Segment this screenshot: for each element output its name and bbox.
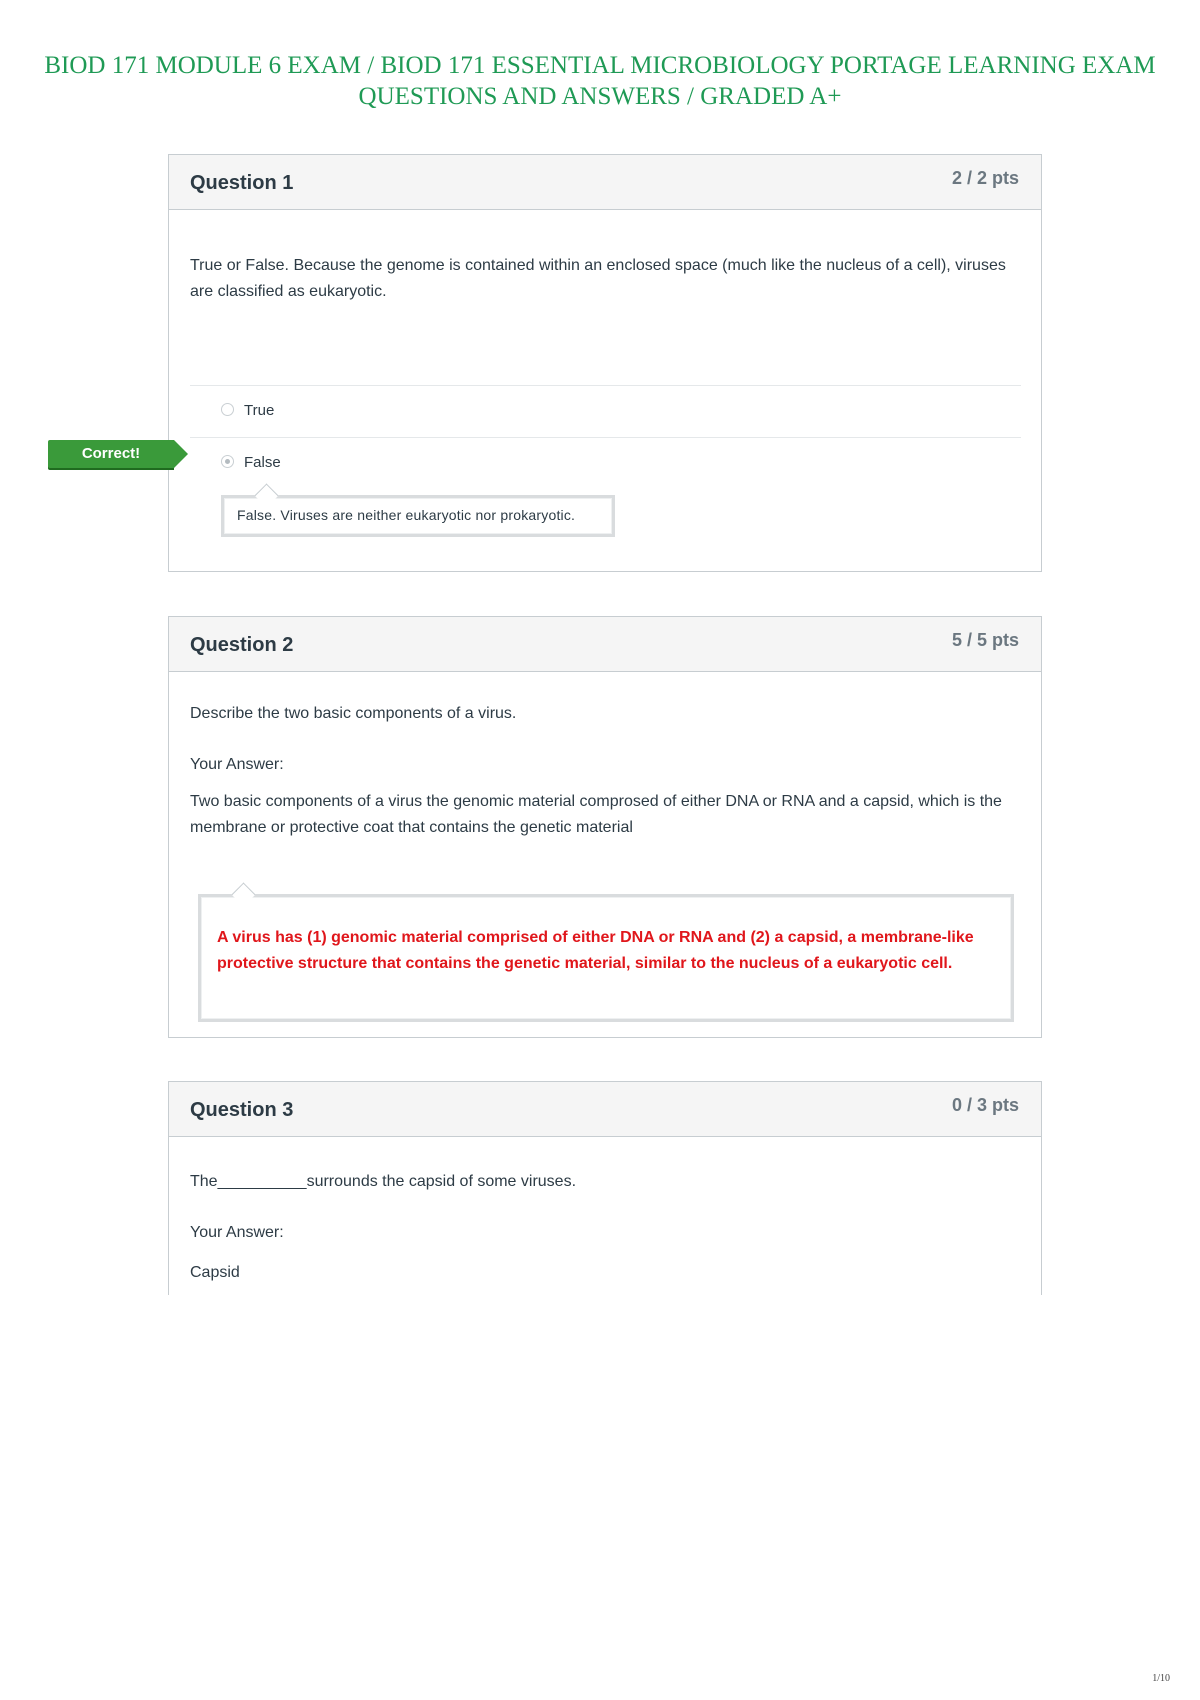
question-2-your-answer-label: Your Answer: — [190, 756, 284, 773]
question-2-header — [169, 617, 1041, 672]
question-1-text: True or False. Because the genome is contained within an enclosed space (much like the nucleus of a cell), viruses are classified as eukaryotic. — [190, 257, 1006, 300]
question-3-blank: __________ — [217, 1173, 307, 1190]
answer-label-false: False — [244, 454, 281, 471]
question-3-text-after: surrounds the capsid of some viruses. — [306, 1173, 577, 1190]
question-1-card — [168, 154, 1042, 572]
question-2-title: Question 2 — [190, 634, 294, 656]
question-3-title: Question 3 — [190, 1099, 294, 1121]
question-1-points: 2 / 2 pts — [951, 168, 1019, 188]
answer-option-true[interactable] — [190, 385, 1021, 436]
answer-option-false[interactable] — [190, 437, 1021, 488]
question-2-feedback: A virus has (1) genomic material comprised of either DNA or RNA and (2) a capsid, a membrane-like protective structure that contains the genetic material, similar to the nucleus of a eukaryotic cell. — [217, 929, 974, 972]
question-3-text-before: The — [190, 1173, 218, 1190]
answer-label-true: True — [244, 402, 275, 419]
question-2-feedback-box — [198, 894, 1014, 1022]
feedback-notch — [231, 882, 255, 906]
question-3-your-answer: Capsid — [190, 1264, 240, 1281]
question-1-title: Question 1 — [190, 172, 294, 194]
question-2-card — [168, 616, 1042, 1038]
question-1-feedback: False. Viruses are neither eukaryotic nor prokaryotic. — [237, 507, 576, 523]
page-number: 1/10 — [1152, 1673, 1170, 1684]
question-1-feedback-box — [221, 495, 615, 537]
radio-true[interactable] — [221, 403, 234, 416]
question-2-your-answer: Two basic components of a virus the genomic material comprosed of either DNA or RNA and a capsid, which is the membrane or protective coat that contains the genetic material — [190, 793, 1002, 836]
radio-false[interactable] — [221, 455, 234, 468]
question-3-your-answer-label: Your Answer: — [190, 1224, 284, 1241]
question-3-card — [168, 1081, 1042, 1295]
document-title: BIOD 171 MODULE 6 EXAM / BIOD 171 ESSENTIAL MICROBIOLOGY PORTAGE LEARNING EXAM QUESTIONS AND ANSWERS / GRADED A+ — [44, 52, 1156, 110]
question-2-text: Describe the two basic components of a virus. — [190, 705, 517, 722]
question-3-text — [190, 1169, 1020, 1195]
question-1-header — [169, 155, 1041, 210]
question-2-points: 5 / 5 pts — [951, 630, 1019, 650]
question-3-points: 0 / 3 pts — [951, 1095, 1019, 1115]
correct-answer-badge: Correct! — [48, 440, 174, 468]
question-3-header — [169, 1082, 1041, 1137]
